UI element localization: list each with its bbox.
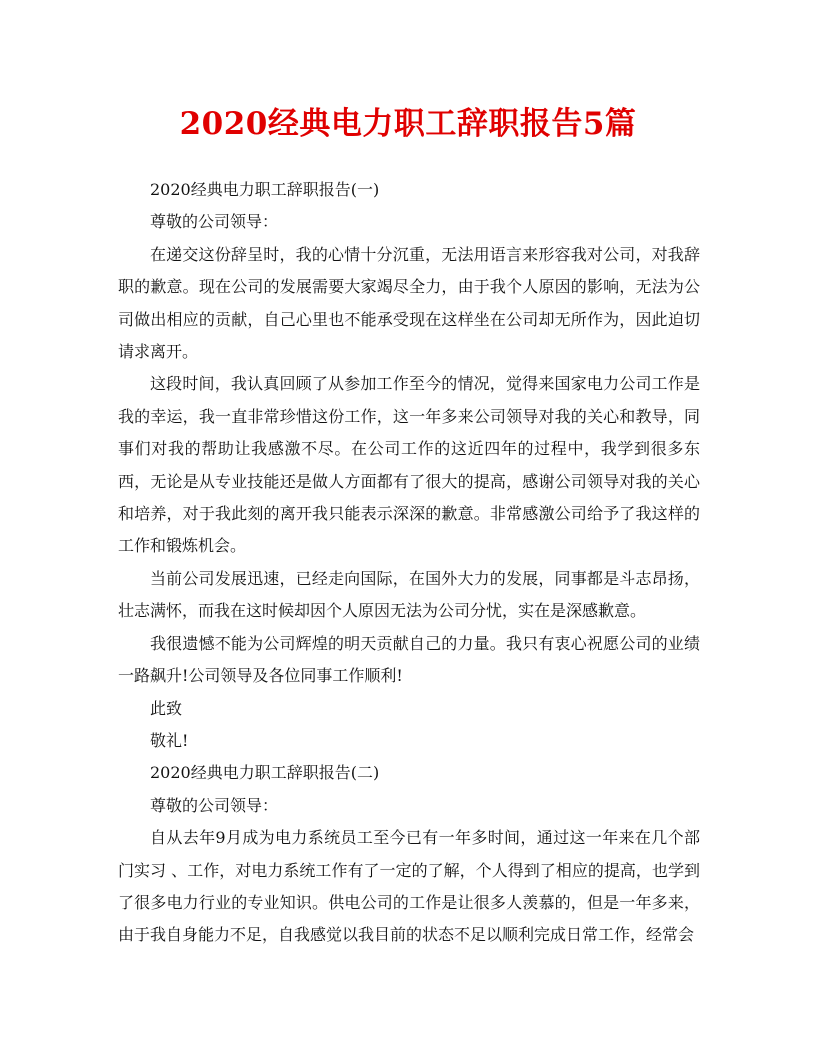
salutation: 尊敬的公司领导： — [150, 795, 279, 815]
section-heading-1: 2020经典电力职工辞职报告(一) — [150, 180, 380, 199]
salutation: 尊敬的公司领导： — [150, 212, 279, 232]
body-paragraph: 我很遗憾不能为公司辉煌的明天贡献自己的力量。我只有衷心祝愿公司的业绩一路飙升!公司领导及各位同事工作顺利! — [118, 633, 700, 686]
closing-salute: 敬礼! — [150, 730, 189, 750]
body-paragraph: 这段时间，我认真回顾了从参加工作至今的情况，觉得来国家电力公司工作是我的幸运，我一直非常珍惜这份工作，这一年多来公司领导对我的关心和教导，同事们对我的帮助让我感激不尽。在公司工作的这近四年的过程中，我学到很多东西，无论是从专业技能还是做人方面都有了很大的提高，感谢公司领导对我的关心和培养，对于我此刻的离开我只能表示深深的歉意。非常感激公司给予了我这样的工作和锻炼机会。 — [118, 374, 700, 556]
body-paragraph: 自从去年9月成为电力系统员工至今已有一年多时间，通过这一年来在几个部门实习 、工作，对电力系统工作有了一定的了解，个人得到了相应的提高，也学到了很多电力行业的专业知识。供电公司的工作是让很多人羡慕的，但是一年多来，由于我自身能力不足，自我感觉以我目前的状态不足以顺利完成日常工作，经常会 — [118, 828, 700, 945]
document-title: 2020经典电力职工辞职报告5篇 — [179, 106, 637, 142]
document-body — [118, 174, 700, 952]
body-paragraph: 在递交这份辞呈时，我的心情十分沉重，无法用语言来形容我对公司，对我辞职的歉意。现在公司的发展需要大家竭尽全力，由于我个人原因的影响，无法为公司做出相应的贡献，自己心里也不能承受现在这样坐在公司却无所作为，因此迫切请求离开。 — [118, 244, 700, 362]
closing-line: 此致 — [150, 698, 183, 718]
body-paragraph: 当前公司发展迅速，已经走向国际，在国外大力的发展，同事都是斗志昂扬，壮志满怀，而我在这时候却因个人原因无法为公司分忧，实在是深感歉意。 — [118, 568, 700, 621]
section-heading-2: 2020经典电力职工辞职报告(二) — [150, 763, 380, 783]
